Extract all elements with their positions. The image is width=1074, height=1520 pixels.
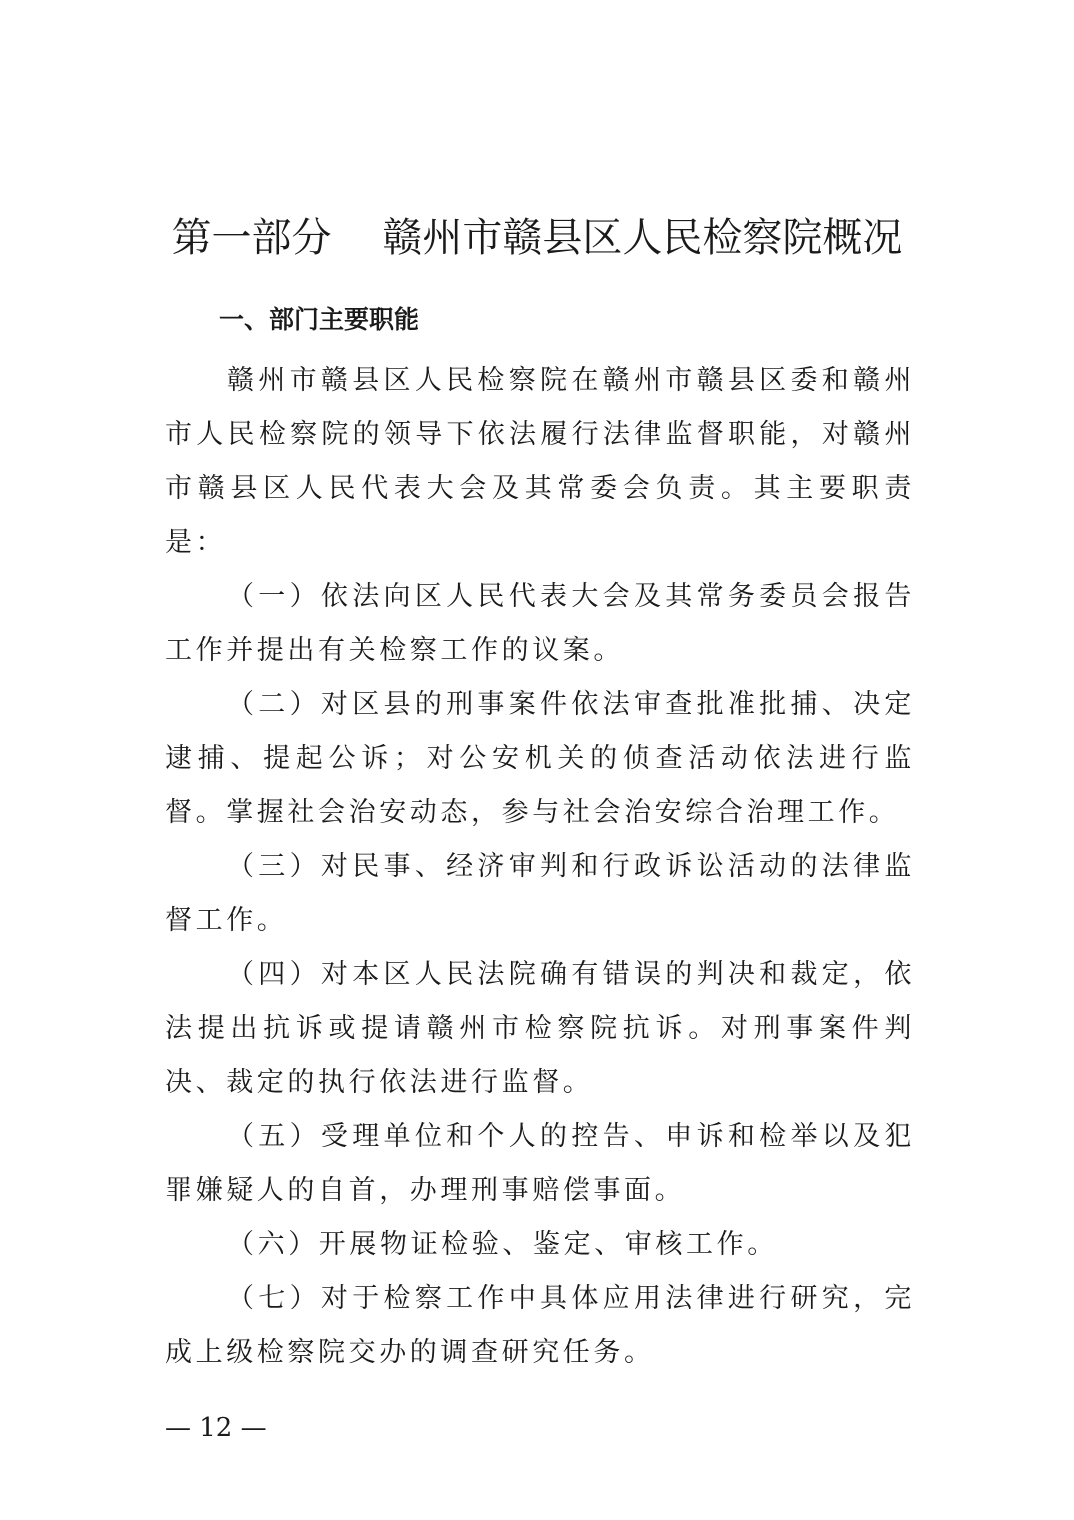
paragraph-duty-6: （六）开展物证检验、鉴定、审核工作。 <box>227 1229 778 1260</box>
page-title: 第一部分 赣州市赣县区人民检察院概况 <box>171 214 903 261</box>
body-text <box>165 354 915 1380</box>
section-heading: 一、部门主要职能 <box>219 305 420 334</box>
paragraph-duty-4: （四）对本区人民法院确有错误的判决和裁定，依法提出抗诉或提请赣州市检察院抗诉。对刑事案件判决、裁定的执行依法进行监督。 <box>165 959 915 1098</box>
paragraph-duty-2: （二）对区县的刑事案件依法审查批准批捕、决定逮捕、提起公诉；对公安机关的侦查活动依法进行监督。掌握社会治安动态，参与社会治安综合治理工作。 <box>165 689 915 828</box>
paragraph-duty-5: （五）受理单位和个人的控告、申诉和检举以及犯罪嫌疑人的自首，办理刑事赔偿事面。 <box>165 1121 915 1206</box>
paragraph-duty-1: （一）依法向区人民代表大会及其常务委员会报告工作并提出有关检察工作的议案。 <box>165 581 915 666</box>
paragraph-duty-7: （七）对于检察工作中具体应用法律进行研究，完成上级检察院交办的调查研究任务。 <box>165 1283 915 1368</box>
paragraph-duty-3: （三）对民事、经济审判和行政诉讼活动的法律监督工作。 <box>165 851 915 936</box>
page-number: — 12 — <box>165 1413 267 1443</box>
paragraph-intro: 赣州市赣县区人民检察院在赣州市赣县区委和赣州市人民检察院的领导下依法履行法律监督职能，对赣州市赣县区人民代表大会及其常委会负责。其主要职责是： <box>165 365 915 558</box>
